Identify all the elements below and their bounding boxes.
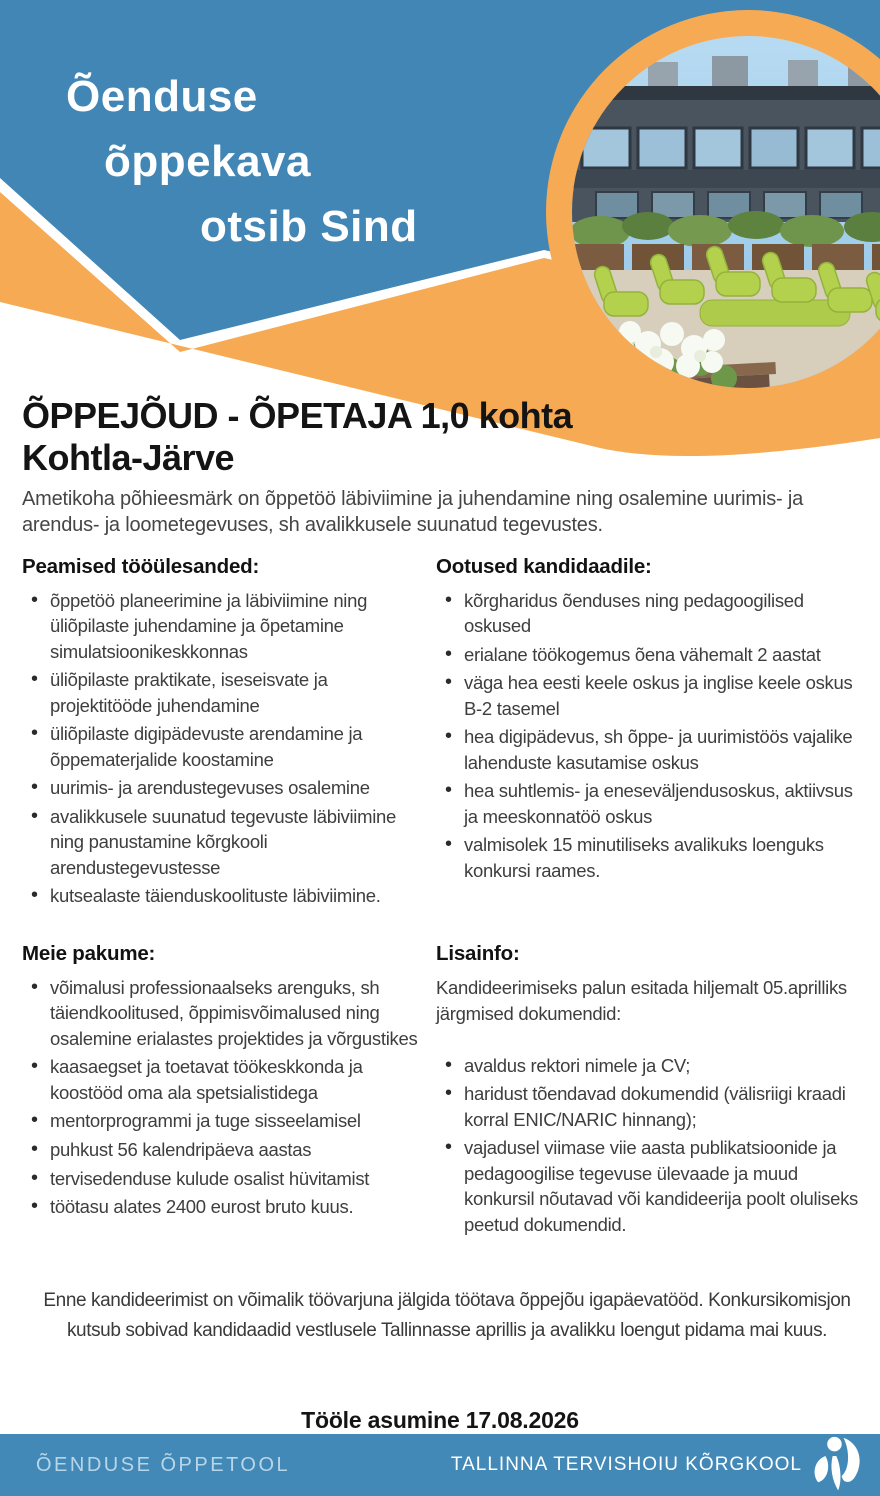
- bullet-item: • valmisolek 15 minutiliseks avalikuks loenguks konkursi raames.: [436, 832, 858, 883]
- bullet-item: • avalikkusele suunatud tegevuste läbiviimine ning panustamine kõrgkooli arendustegevustesse: [22, 804, 424, 881]
- start-date: Tööle asumine 17.08.2026: [301, 1407, 579, 1434]
- section-row-2: [22, 942, 858, 1240]
- bullet-item: • väga hea eesti keele oskus ja inglise keele oskus B-2 tasemel: [436, 670, 858, 721]
- tasks-heading: Peamised tööülesanded:: [22, 554, 260, 578]
- hero-title-line-2: õppekava: [104, 137, 311, 186]
- info-list: [436, 1053, 858, 1238]
- bullet-item: • vajadusel viimase viie aasta publikatsioonide ja pedagoogilise tegevuse ülevaade ja muud konkursil nõutavad või kandideerija poolt oluliseks peetud dokumendid.: [436, 1135, 858, 1237]
- expectations-list: [436, 588, 858, 884]
- info-heading: Lisainfo:: [436, 941, 520, 965]
- bullet-item: • töötasu alates 2400 eurost bruto kuus.: [22, 1194, 424, 1220]
- bullet-item: • hea suhtlemis- ja eneseväljendusoskus, aktiivsus ja meeskonnatöö oskus: [436, 778, 858, 829]
- main-content: [0, 385, 880, 1434]
- section-expectations: [436, 555, 858, 912]
- footer-organization: TALLINNA TERVISHOIU KÕRGKOOL: [450, 1454, 802, 1475]
- bullet-item: • õppetöö planeerimine ja läbiviimine ning üliõpilaste juhendamine ja õpetamine simulatsioonikeskkonnas: [22, 588, 424, 665]
- bullet-item: • võimalusi professionaalseks arenguks, sh täiendkoolitused, õppimisvõimalused ning osalemine erialastes projektides ja võrgustikes: [22, 975, 424, 1052]
- job-summary: Ametikoha põhieesmärk on õppetöö läbiviimine ja juhendamine ning osalemine uurimis- ja arendus- ja loometegevuses, sh avalikkusele suunatud tegevustes.: [22, 487, 804, 537]
- info-intro: Kandideerimiseks palun esitada hiljemalt 05.aprilliks järgmised dokumendid:: [436, 976, 847, 1024]
- bullet-item: • puhkust 56 kalendripäeva aastas: [22, 1137, 424, 1163]
- closing-note: Enne kandideerimist on võimalik töövarjuna jälgida töötava õppejõu igapäevatööd. Konkursikomisjon kutsub sobivad kandidaadid vestlusele Tallinnasse aprillis ja avalikku loengut pidama mai kuus.: [43, 1290, 851, 1341]
- job-title-line-2: Kohtla-Järve: [22, 437, 235, 479]
- bullet-item: • tervisedenduse kulude osalist hüvitamist: [22, 1166, 424, 1192]
- hero-title-line-3: otsib Sind: [200, 202, 418, 251]
- footer-bar: [0, 1434, 880, 1496]
- section-row-1: [22, 555, 858, 912]
- offer-heading: Meie pakume:: [22, 941, 156, 965]
- bullet-item: • haridust tõendavad dokumendid (välisriigi kraadi korral ENIC/NARIC hinnang);: [436, 1081, 858, 1132]
- bullet-item: • kutsealaste täienduskoolituste läbiviimine.: [22, 883, 424, 909]
- expectations-heading: Ootused kandidaadile:: [436, 554, 652, 578]
- hero-title-line-1: Õenduse: [66, 72, 258, 121]
- job-title-line-1: ÕPPEJÕUD - ÕPETAJA 1,0 kohta: [22, 395, 573, 436]
- bullet-item: • hea digipädevus, sh õppe- ja uurimistöös vajalike lahenduste kasutamise oskus: [436, 724, 858, 775]
- footer-organization-wrap: [451, 1436, 868, 1494]
- offer-list: [22, 975, 424, 1220]
- section-offer: [22, 942, 424, 1240]
- section-info: [436, 942, 858, 1240]
- bullet-item: • uurimis- ja arendustegevuses osalemine: [22, 775, 424, 801]
- bullet-item: • avaldus rektori nimele ja CV;: [436, 1053, 858, 1079]
- bullet-item: • kaasaegset ja toetavat töökeskkonda ja koostööd oma ala spetsialistidega: [22, 1054, 424, 1105]
- college-logo-icon: [810, 1436, 868, 1494]
- section-tasks: [22, 555, 424, 912]
- job-title: [22, 395, 858, 480]
- bullet-item: • üliõpilaste praktikate, iseseisvate ja projektitööde juhendamine: [22, 667, 424, 718]
- bullet-item: • erialane töökogemus õena vähemalt 2 aastat: [436, 642, 858, 668]
- bullet-item: • üliõpilaste digipädevuste arendamine ja õppematerjalide koostamine: [22, 721, 424, 772]
- bullet-item: • kõrgharidus õenduses ning pedagoogilised oskused: [436, 588, 858, 639]
- bullet-item: • mentorprogrammi ja tuge sisseelamisel: [22, 1108, 424, 1134]
- footer-department: ÕENDUSE ÕPPETOOL: [36, 1453, 291, 1476]
- tasks-list: [22, 588, 424, 909]
